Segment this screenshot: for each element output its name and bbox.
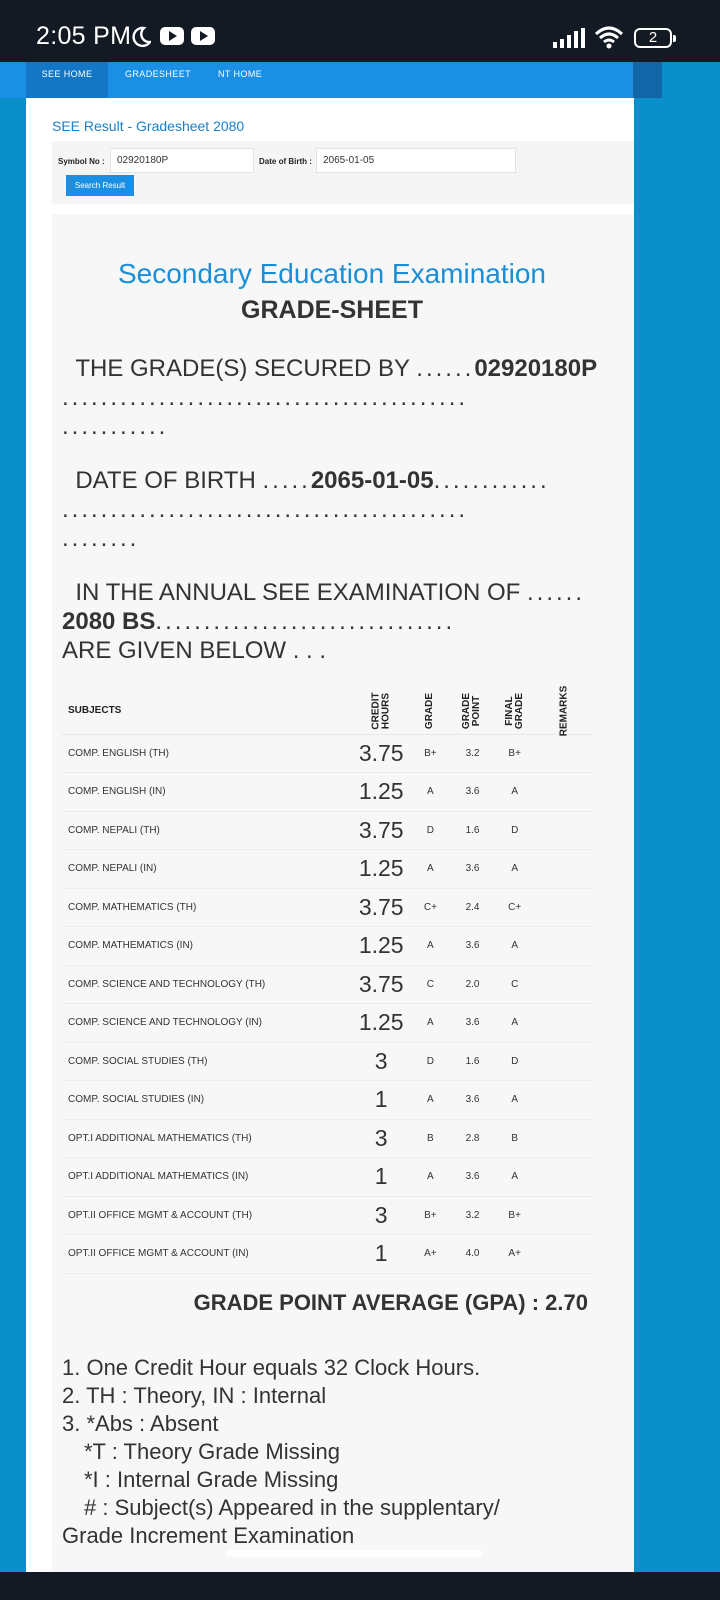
grade-point-cell: 2.0 [451,965,493,1004]
nav-see-home[interactable]: SEE HOME [26,62,108,98]
subject-cell: OPT.I ADDITIONAL MATHEMATICS (TH) [62,1119,353,1158]
grade-point-cell: 3.6 [451,850,493,889]
final-grade-cell: B+ [494,734,536,773]
final-grade-cell: A [494,850,536,889]
note-item: # : Subject(s) Appeared in the supplentary/ [84,1495,500,1520]
table-row [62,1081,592,1120]
note-item: 1. One Credit Hour equals 32 Clock Hours. [62,1355,481,1380]
grade-cell: B+ [409,1196,451,1235]
header-credit-hours: CREDIT HOURS [353,688,409,734]
table-row [62,850,592,889]
subject-cell: OPT.I ADDITIONAL MATHEMATICS (IN) [62,1158,353,1197]
grade-cell: B [409,1119,451,1158]
given-below-text: ARE GIVEN BELOW . . . [62,637,327,664]
credit-hours-cell: 1.25 [353,927,409,966]
table-row [62,773,592,812]
credit-hours-cell: 3.75 [353,888,409,927]
remarks-cell [536,734,592,773]
secured-by-line: THE GRADE(S) SECURED BY ......02920180P .......................................... ........... [62,355,598,440]
remarks-cell [536,1196,592,1235]
battery-icon: 2 [634,28,672,48]
remarks-cell [536,850,592,889]
dob-line-label: DATE OF BIRTH [75,467,256,494]
grade-point-cell: 3.6 [451,773,493,812]
table-row [62,1004,592,1043]
header-grade: GRADE [409,688,451,734]
subject-cell: COMP. ENGLISH (TH) [62,734,353,773]
subject-cell: OPT.II OFFICE MGMT & ACCOUNT (IN) [62,1235,353,1274]
table-row [62,965,592,1004]
grade-point-cell: 3.6 [451,1004,493,1043]
grade-point-cell: 4.0 [451,1235,493,1274]
remarks-cell [536,1158,592,1197]
final-grade-cell: D [494,811,536,850]
signal-icon [553,28,587,53]
symbol-no-label: Symbol No : [58,157,105,166]
final-grade-cell: C+ [494,888,536,927]
note-item: 3. *Abs : Absent [62,1411,219,1436]
dob-label: Date of Birth : [259,157,312,166]
youtube-icon [160,27,184,45]
home-indicator[interactable] [226,1550,482,1557]
final-grade-cell: A [494,1158,536,1197]
subject-cell: COMP. ENGLISH (IN) [62,773,353,812]
remarks-cell [536,1004,592,1043]
credit-hours-cell: 1.25 [353,773,409,812]
credit-hours-cell: 1.25 [353,1004,409,1043]
secured-by-label: THE GRADE(S) SECURED BY [75,355,410,382]
grade-sheet-title: GRADE-SHEET [241,296,423,324]
grade-cell: A [409,773,451,812]
table-row [62,1158,592,1197]
top-nav [0,62,662,98]
remarks-cell [536,811,592,850]
header-subjects: SUBJECTS [62,688,353,734]
grade-point-cell: 2.8 [451,1119,493,1158]
grade-point-cell: 1.6 [451,1042,493,1081]
youtube-icon [191,27,215,45]
table-row [62,1235,592,1274]
grade-point-cell: 3.2 [451,734,493,773]
grade-cell: A [409,850,451,889]
dob-value: 2065-01-05 [310,467,434,494]
header-remarks: REMARKS [536,688,592,734]
status-time: 2:05 PM [36,22,132,50]
grade-cell: A [409,1081,451,1120]
grade-point-cell: 1.6 [451,811,493,850]
credit-hours-cell: 3 [353,1119,409,1158]
page-title: SEE Result - Gradesheet 2080 [52,118,245,134]
note-item: *I : Internal Grade Missing [84,1467,339,1492]
grade-cell: A [409,1158,451,1197]
status-bar [0,0,720,62]
header-final-grade: FINAL GRADE [494,688,536,734]
table-row [62,927,592,966]
nav-nt-home[interactable]: NT HOME [218,69,263,79]
credit-hours-cell: 3.75 [353,965,409,1004]
table-row [62,1196,592,1235]
remarks-cell [536,773,592,812]
credit-hours-cell: 3.75 [353,734,409,773]
final-grade-cell: A [494,1004,536,1043]
note-item: Grade Increment Examination [62,1523,355,1548]
grade-point-cell: 2.4 [451,888,493,927]
grade-cell: D [409,1042,451,1081]
grade-cell: A [409,927,451,966]
remarks-cell [536,965,592,1004]
note-item: *T : Theory Grade Missing [84,1439,340,1464]
exam-year-value: 2080 BS [62,608,156,635]
subject-cell: COMP. SCIENCE AND TECHNOLOGY (TH) [62,965,353,1004]
header-grade-point: GRADE POINT [451,688,493,734]
notes [62,1354,500,1550]
final-grade-cell: A [494,927,536,966]
subject-cell: COMP. NEPALI (TH) [62,811,353,850]
subject-cell: COMP. MATHEMATICS (TH) [62,888,353,927]
credit-hours-cell: 3.75 [353,811,409,850]
subject-cell: COMP. MATHEMATICS (IN) [62,927,353,966]
subject-cell: COMP. SCIENCE AND TECHNOLOGY (IN) [62,1004,353,1043]
final-grade-cell: B+ [494,1196,536,1235]
note-item: 2. TH : Theory, IN : Internal [62,1383,327,1408]
remarks-cell [536,1235,592,1274]
grade-cell: A [409,1004,451,1043]
wifi-icon [594,25,624,54]
final-grade-cell: A [494,1081,536,1120]
table-row [62,1042,592,1081]
credit-hours-cell: 3 [353,1196,409,1235]
exam-title: Secondary Education Examination [117,258,547,289]
grade-point-cell: 3.6 [451,1158,493,1197]
search-result-button[interactable]: Search Result [66,175,134,196]
table-row [62,811,592,850]
remarks-cell [536,1081,592,1120]
grades-table-body [62,734,592,1273]
nav-edge [633,62,662,98]
grade-sheet [52,214,634,1572]
remarks-cell [536,1042,592,1081]
credit-hours-cell: 3 [353,1042,409,1081]
nav-gradesheet[interactable]: GRADESHEET [125,69,192,79]
dob-line: DATE OF BIRTH .....2065-01-05............ .......................................... ........ [62,467,550,552]
annual-exam-line: IN THE ANNUAL SEE EXAMINATION OF ...... 2080 BS............................... ARE GIVEN BELOW . . . [62,579,586,664]
annual-exam-label: IN THE ANNUAL SEE EXAMINATION OF [75,579,521,606]
table-row [62,734,592,773]
grade-point-cell: 3.6 [451,927,493,966]
grades-table [62,685,592,1274]
remarks-cell [536,1119,592,1158]
grade-cell: B+ [409,734,451,773]
subject-cell: COMP. NEPALI (IN) [62,850,353,889]
credit-hours-cell: 1.25 [353,850,409,889]
remarks-cell [536,888,592,927]
credit-hours-cell: 1 [353,1158,409,1197]
table-header-row [62,688,592,734]
subject-cell: OPT.II OFFICE MGMT & ACCOUNT (TH) [62,1196,353,1235]
final-grade-cell: A+ [494,1235,536,1274]
symbol-no-value: 02920180P [474,355,598,382]
system-nav-bar [0,1572,720,1600]
table-row [62,888,592,927]
moon-icon [131,26,151,53]
final-grade-cell: B [494,1119,536,1158]
final-grade-cell: C [494,965,536,1004]
subject-cell: COMP. SOCIAL STUDIES (IN) [62,1081,353,1120]
grade-cell: C+ [409,888,451,927]
grade-point-cell: 3.6 [451,1081,493,1120]
dob-input[interactable]: 2065-01-05 [316,148,516,173]
gpa-value: GRADE POINT AVERAGE (GPA) : 2.70 [193,1290,588,1315]
grade-cell: D [409,811,451,850]
credit-hours-cell: 1 [353,1081,409,1120]
main-page [26,98,634,1572]
remarks-cell [536,927,592,966]
grade-cell: A+ [409,1235,451,1274]
subject-cell: COMP. SOCIAL STUDIES (TH) [62,1042,353,1081]
symbol-no-input[interactable]: 02920180P [110,148,254,173]
final-grade-cell: D [494,1042,536,1081]
final-grade-cell: A [494,773,536,812]
credit-hours-cell: 1 [353,1235,409,1274]
grade-cell: C [409,965,451,1004]
search-panel [52,141,634,204]
grade-point-cell: 3.2 [451,1196,493,1235]
table-row [62,1119,592,1158]
